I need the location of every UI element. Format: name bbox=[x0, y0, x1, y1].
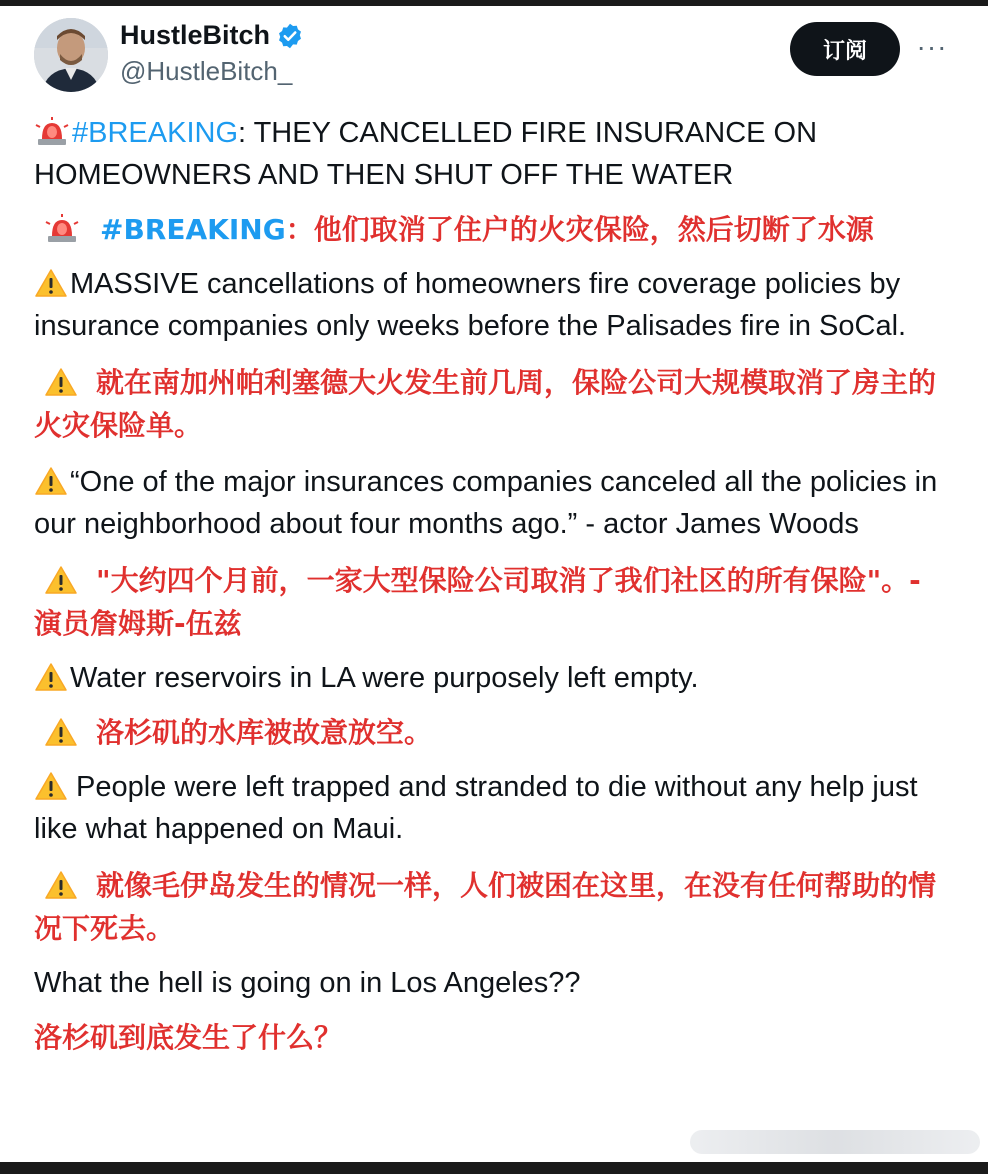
bottom-edge bbox=[0, 1162, 988, 1174]
warning-emoji bbox=[34, 268, 68, 298]
tweet-header bbox=[0, 6, 988, 106]
police-light-emoji bbox=[44, 214, 80, 244]
paragraph-breaking-en bbox=[34, 112, 954, 196]
reservoirs-text-zh: 洛杉矶的水库被故意放空。 bbox=[96, 716, 433, 749]
user-handle[interactable]: @HustleBitch_ bbox=[120, 56, 293, 86]
paragraph-trapped-en bbox=[34, 766, 954, 850]
display-name-text: HustleBitch bbox=[120, 20, 271, 50]
paragraph-question-en: What the hell is going on in Los Angeles?? bbox=[34, 967, 581, 999]
warning-emoji bbox=[34, 466, 68, 496]
cancellations-text: MASSIVE cancellations of homeowners fire coverage policies by insurance companies only weeks before the Palisades fire in SoCal. bbox=[34, 268, 907, 342]
more-options-icon[interactable]: ··· bbox=[916, 31, 948, 62]
breaking-hashtag[interactable]: #BREAKING bbox=[72, 117, 238, 149]
watermark-blur bbox=[690, 1130, 980, 1154]
paragraph-reservoirs-zh bbox=[34, 711, 954, 754]
warning-emoji bbox=[44, 870, 78, 900]
warning-emoji bbox=[34, 662, 68, 692]
paragraph-quote-zh bbox=[34, 559, 954, 645]
breaking-text: : THEY CANCELLED FIRE INSURANCE ON HOMEOWNERS AND THEN SHUT OFF THE WATER bbox=[34, 117, 818, 191]
paragraph-question-zh: 洛杉矶到底发生了什么？ bbox=[34, 1021, 343, 1054]
paragraph-quote-en bbox=[34, 461, 954, 545]
paragraph-cancellations-en bbox=[34, 263, 954, 347]
verified-badge-icon bbox=[276, 22, 304, 50]
breaking-hashtag-zh[interactable]: #BREAKING bbox=[100, 213, 286, 246]
paragraph-reservoirs-en bbox=[34, 657, 954, 699]
avatar-image bbox=[34, 18, 108, 92]
quote-text-zh: "大约四个月前，一家大型保险公司取消了我们社区的所有保险"。- 演员詹姆斯-伍兹 bbox=[34, 564, 921, 640]
paragraph-breaking-zh bbox=[34, 208, 954, 251]
trapped-text: People were left trapped and stranded to die without any help just like what happened on Maui. bbox=[34, 771, 918, 845]
warning-emoji bbox=[44, 367, 78, 397]
police-light-emoji bbox=[34, 117, 70, 147]
trapped-text-zh: 就像毛伊岛发生的情况一样，人们被困在这里，在没有任何帮助的情况下死去。 bbox=[34, 869, 937, 945]
avatar[interactable] bbox=[34, 18, 108, 92]
warning-emoji bbox=[44, 717, 78, 747]
warning-emoji bbox=[34, 771, 68, 801]
breaking-text-zh: ：他们取消了住户的火灾保险，然后切断了水源 bbox=[285, 213, 874, 246]
quote-text: “One of the major insurances companies canceled all the policies in our neighborhood about four months ago.” - actor James Woods bbox=[34, 466, 938, 540]
display-name[interactable] bbox=[120, 20, 304, 51]
tweet-body bbox=[34, 112, 954, 1059]
cancellations-text-zh: 就在南加州帕利塞德大火发生前几周，保险公司大规模取消了房主的火灾保险单。 bbox=[34, 366, 937, 442]
paragraph-cancellations-zh bbox=[34, 361, 954, 447]
paragraph-trapped-zh bbox=[34, 864, 954, 950]
reservoirs-text: Water reservoirs in LA were purposely left empty. bbox=[70, 662, 699, 694]
warning-emoji bbox=[44, 565, 78, 595]
subscribe-button[interactable]: 订阅 bbox=[790, 22, 900, 76]
